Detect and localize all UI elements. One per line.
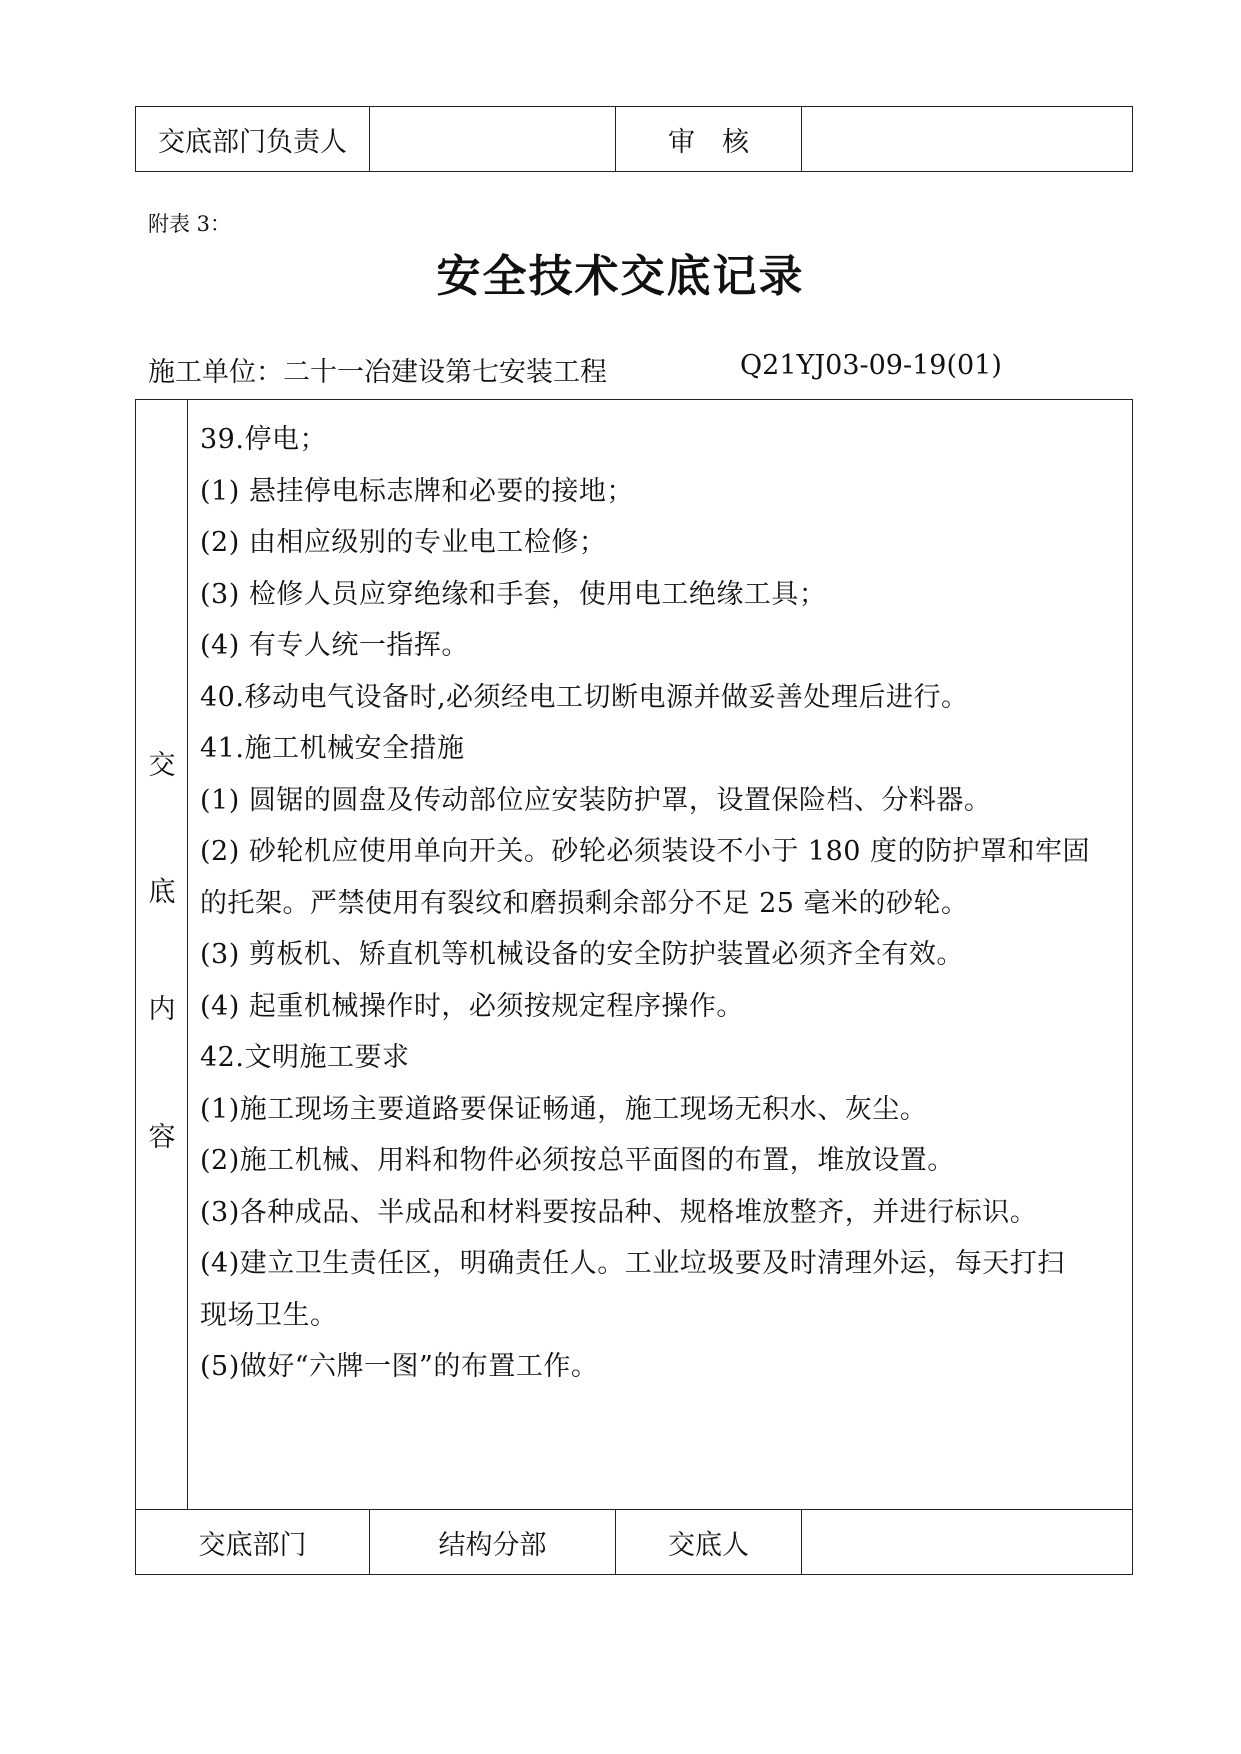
content-line: 41.施工机械安全措施: [200, 733, 465, 764]
content-line: (1)施工现场主要道路要保证畅通，施工现场无积水、灰尘。: [200, 1093, 928, 1125]
side-label-char: 内: [148, 994, 176, 1025]
review-value: [802, 107, 1133, 172]
content-line: (4)建立卫生责任区，明确责任人。工业垃圾要及时清理外运，每天打扫: [200, 1248, 1065, 1279]
construction-unit: 施工单位：二十一冶建设第七安装工程: [148, 357, 607, 388]
dept-head-value: [370, 107, 616, 172]
footer-signoff-table: [135, 1509, 1133, 1575]
content-line: 39.停电；: [200, 424, 327, 455]
side-label-column: [136, 400, 188, 1510]
document-code: Q21YJ03-09-19(01): [740, 350, 1002, 381]
header-signoff-table: [135, 106, 1133, 172]
content-line: (2) 由相应级别的专业电工检修；: [200, 527, 607, 558]
content-line: (3)各种成品、半成品和材料要按品种、规格堆放整齐，并进行标识。: [200, 1196, 1038, 1228]
dept-value: 结构分部: [370, 1510, 616, 1575]
page-title: 安全技术交底记录: [436, 251, 805, 302]
review-label: 审 核: [616, 107, 802, 172]
content-line: (1) 圆锯的圆盘及传动部位应安装防护罩，设置保险档、分料器。: [200, 784, 992, 816]
content-list: [200, 414, 1130, 1393]
content-line: 42.文明施工要求: [200, 1042, 410, 1073]
side-label-char: 容: [148, 1122, 176, 1153]
briefing-content-box: [135, 399, 1133, 1510]
content-line: (3) 剪板机、矫直机等机械设备的安全防护装置必须齐全有效。: [200, 939, 964, 970]
content-line: (5)做好“六牌一图”的布置工作。: [200, 1351, 599, 1382]
content-line: 40.移动电气设备时,必须经电工切断电源并做妥善处理后进行。: [200, 681, 969, 713]
dept-head-label: 交底部门负责人: [136, 107, 370, 172]
appendix-label: 附表 3：: [148, 212, 232, 236]
content-line: 的托架。严禁使用有裂纹和磨损剩余部分不足 25 毫米的砂轮。: [200, 887, 969, 919]
content-line: (2) 砂轮机应使用单向开关。砂轮必须装设不小于 180 度的防护罩和牢固: [200, 836, 1091, 867]
side-label-char: 底: [148, 877, 176, 908]
content-line: (2)施工机械、用料和物件必须按总平面图的布置，堆放设置。: [200, 1145, 955, 1176]
briefer-value: [802, 1510, 1133, 1575]
content-line: 现场卫生。: [200, 1299, 338, 1331]
dept-label: 交底部门: [136, 1510, 370, 1575]
content-line: (4) 有专人统一指挥。: [200, 630, 469, 661]
side-label-char: 交: [148, 750, 176, 781]
content-line: (3) 检修人员应穿绝缘和手套，使用电工绝缘工具；: [200, 578, 827, 610]
briefer-label: 交底人: [616, 1510, 802, 1575]
content-line: (4) 起重机械操作时，必须按规定程序操作。: [200, 990, 744, 1022]
content-line: (1) 悬挂停电标志牌和必要的接地；: [200, 475, 634, 507]
